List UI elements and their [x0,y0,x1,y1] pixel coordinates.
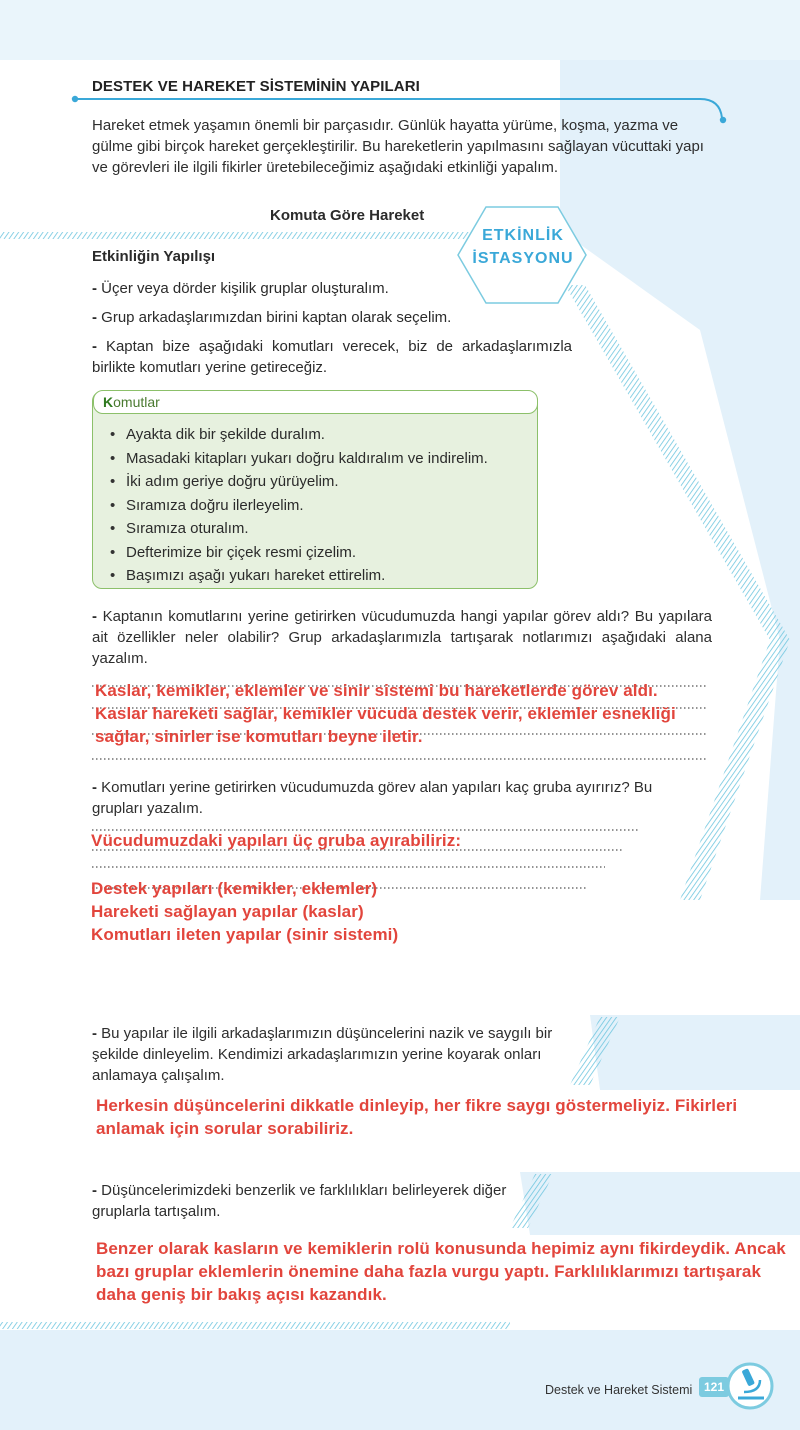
dash: - [92,309,102,326]
question-1 [92,606,712,669]
question-text: Bu yapılar ile ilgili arkadaşlarımızın düşüncelerini nazik ve saygılı bir şekilde dinleyelim. Kendimizi arkadaşlarımızın yerine koyarak onları anlamaya çalışalım. [92,1025,553,1084]
step-3 [92,336,572,378]
footer-chapter-title: Destek ve Hareket Sistemi [545,1383,693,1397]
commands-title [103,394,160,410]
answer-2-item: Komutları ileten yapılar (sinir sistemi) [91,925,399,944]
answer-3: Herkesin düşüncelerini dikkatle dinleyip, her fikre saygı göstermeliyiz. Fikirleri anlamak için sorular sorabiliriz. [96,1096,738,1138]
question-4 [92,1180,552,1222]
question-text: Düşüncelerimizdeki benzerlik ve farklılıkları belirleyerek diğer gruplarla tartışalım. [92,1182,507,1220]
commands-title-rest: omutlar [113,394,160,410]
answer-2-item: Hareketi sağlayan yapılar (kaslar) [91,902,364,921]
answer-1: Kaslar, kemikler, eklemler ve sinir sistemi bu hareketlerde görev aldı. Kaslar hareketi sağlar, kemikler vücuda destek verir, eklemler esnekliği sağlar, sinirler ise komutları beyne iletir. [95,681,676,746]
question-text: Kaptanın komutlarını yerine getirirken vücudumuzda hangi yapılar görev aldı? Bu yapılara ait özellikler neler olabilir? Grup arkadaşlarımızla tartışarak notlarımızı aşağıdaki alana yazalım. [92,608,712,667]
step-text: Grup arkadaşlarımızdan birini kaptan olarak seçelim. [101,309,452,326]
list-item: • İki adım geriye doğru yürüyelim. [110,470,488,494]
step-2 [92,307,451,328]
activity-title: Komuta Göre Hareket [270,207,425,224]
list-item: • Masadaki kitapları yukarı doğru kaldıralım ve indirelim. [110,447,488,471]
activity-station-badge [462,224,584,270]
list-item: • Sıramıza doğru ilerleyelim. [110,494,488,518]
commands-title-first: K [103,394,114,410]
answer-2-intro: Vücudumuzdaki yapıları üç gruba ayırabiliriz: [91,831,462,850]
answer-2-item: Destek yapıları (kemikler, eklemler) [91,879,378,898]
commands-list [110,423,488,588]
question-text: Komutları yerine getirirken vücudumuzda görev alan yapıları kaç gruba ayırırız? Bu grupları yazalım. [92,779,653,817]
answer-2-list [91,877,398,946]
station-line-2: İSTASYONU [472,250,574,267]
dash: - [92,1025,102,1042]
answer-4: Benzer olarak kasların ve kemiklerin rolü konusunda hepimiz aynı fikirdeydik. Ancak bazı gruplar eklemlerin önemine daha fazla vurgu yaptı. Farklılıklarımızı tartışarak daha geniş bir bakış açısı kazandık. [96,1239,786,1304]
list-item: • Başımızı aşağı yukarı hareket ettirelim. [110,564,488,588]
list-item: • Sıramıza oturalım. [110,517,488,541]
station-line-1: ETKİNLİK [482,227,564,244]
list-item: • Defterimize bir çiçek resmi çizelim. [110,541,488,565]
dash: - [92,1182,102,1199]
question-3 [92,1023,592,1086]
section-title: DESTEK VE HAREKET SİSTEMİNİN YAPILARI [92,78,420,95]
dash: - [92,280,102,297]
step-1 [92,278,389,299]
microscope-icon [728,1364,772,1408]
intro-paragraph: Hareket etmek yaşamın önemli bir parçasıdır. Günlük hayatta yürüme, koşma, yazma ve gülme gibi birçok hareket gerçekleştirilir. Bu hareketlerin yapılmasını sağlayan vücuttaki yapı ve görevleri ile ilgili fikirler üretebileceğimiz aşağıdaki etkinliği yapalım. [92,117,704,176]
question-2 [92,777,692,819]
dash: - [92,779,102,796]
page-number: 121 [699,1377,729,1397]
step-text: Kaptan bize aşağıdaki komutları verecek, biz de arkadaşlarımızla birlikte komutları yerine getireceğiz. [92,338,572,376]
dash: - [92,338,106,355]
structure-title: Etkinliğin Yapılışı [92,248,216,265]
list-item: • Ayakta dik bir şekilde duralım. [110,423,488,447]
step-text: Üçer veya dörder kişilik gruplar oluşturalım. [101,280,389,297]
dash: - [92,608,103,625]
